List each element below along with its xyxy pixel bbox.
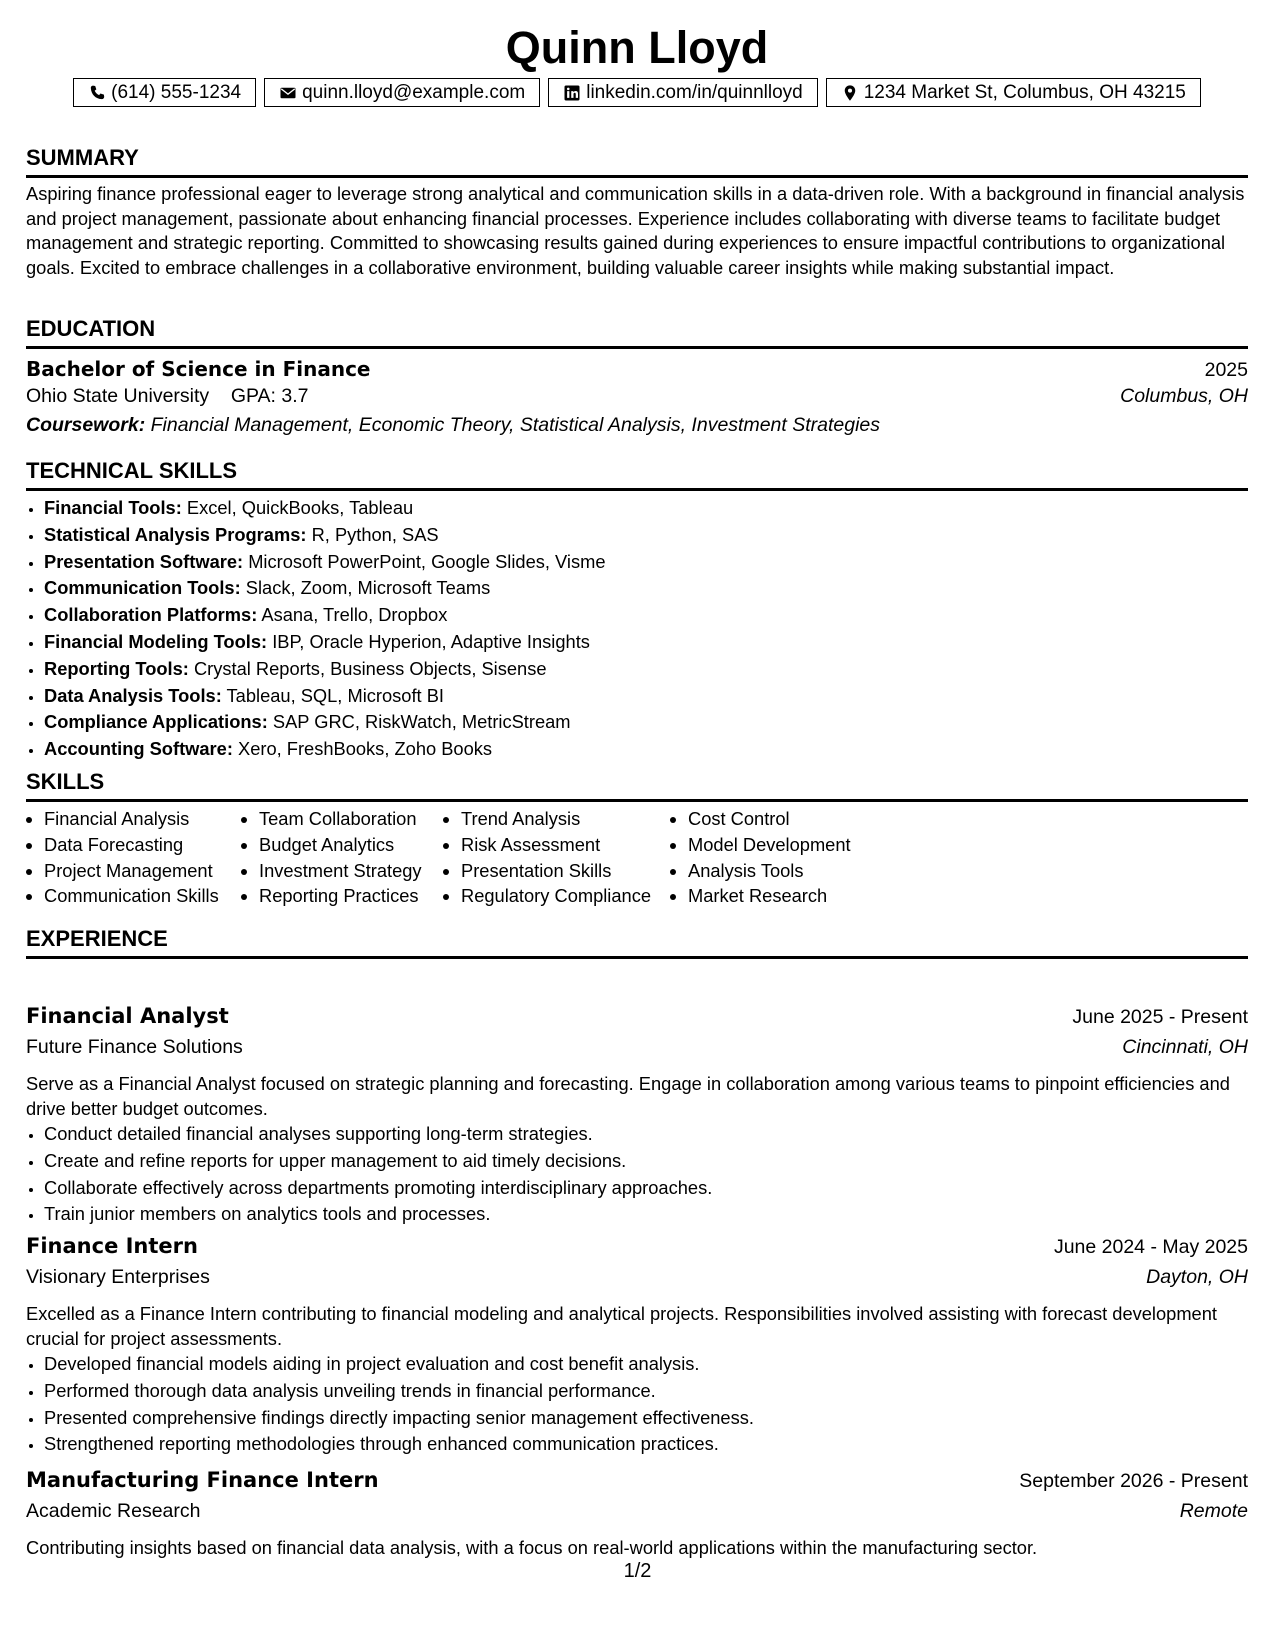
list-item [44,495,1248,522]
job-company-row [26,1500,1248,1530]
skill-values: R, Python, SAS [311,523,439,545]
list-item [44,683,1248,710]
skill-values: Tableau, SQL, Microsoft BI [226,684,444,706]
job-summary: Excelled as a Finance Intern contributing to financial modeling and analytical projects. Responsibilities involved assisting with forecast development crucial for project assessments. [26,1303,1217,1349]
school-info [26,385,309,408]
list-item [44,709,1248,736]
job-dates: September 2026 - Present [1019,1470,1248,1492]
skill-values: Slack, Zoom, Microsoft Teams [245,577,491,599]
technical-skills-section [26,458,1248,763]
section-title-skills: SKILLS [26,769,1248,802]
list-item [44,736,1248,763]
job-summary: Contributing insights based on financial data analysis, with a focus on real-world applications within the manufacturing sector. [26,1537,1038,1558]
job-company: Future Finance Solutions [26,1036,243,1058]
skill-category: Compliance Applications: [44,711,268,733]
envelope-icon [279,84,297,102]
list-item: • Presented comprehensive findings directly impacting senior management effectiveness. [44,1405,1248,1432]
job-summary: Serve as a Financial Analyst focused on strategic planning and forecasting. Engage in collaboration among various teams to pinpoint efficiencies and drive better budget outcomes. [26,1073,1230,1119]
list-item: • Communication Skills [44,883,241,909]
school-location: Columbus, OH [1120,385,1248,407]
skills-column-2 [241,806,443,909]
list-item: • Trend Analysis [461,806,670,832]
list-item: • Model Development [688,832,888,858]
skill-category: Financial Modeling Tools: [44,630,268,652]
list-item [44,575,1248,602]
job-header-row [26,1234,1248,1266]
address-contact[interactable] [826,78,1201,107]
resume-page [26,0,1248,1558]
summary-section [26,145,1248,280]
job-dates: June 2024 - May 2025 [1053,1236,1248,1258]
technical-skills-list [26,495,1248,763]
list-item: • Risk Assessment [461,832,670,858]
list-item: • Performed thorough data analysis unveiling trends in financial performance. [44,1378,1248,1405]
job-bullets [26,1351,1248,1458]
list-item: • Financial Analysis [44,806,241,832]
skills-grid [26,806,1248,909]
skill-values: Microsoft PowerPoint, Google Slides, Visme [248,550,606,572]
job-entry [26,1004,1248,1228]
job-location: Cincinnati, OH [1122,1036,1248,1058]
job-entry [26,1234,1248,1458]
education-section [26,316,1248,443]
job-company: Visionary Enterprises [26,1266,210,1288]
email-contact[interactable] [264,78,540,107]
list-item: • Budget Analytics [259,832,443,858]
address-text: 1234 Market St, Columbus, OH 43215 [863,81,1186,103]
skill-values: SAP GRC, RiskWatch, MetricStream [272,711,571,733]
list-item: • Create and refine reports for upper management to aid timely decisions. [44,1148,1248,1175]
skill-category: Communication Tools: [44,577,241,599]
map-pin-icon [841,84,859,102]
job-company-row [26,1266,1248,1296]
list-item [44,549,1248,576]
section-title-education: EDUCATION [26,316,1248,349]
job-company-row [26,1036,1248,1066]
list-item [44,629,1248,656]
skill-category: Financial Tools: [44,497,182,518]
job-company: Academic Research [26,1500,201,1522]
job-entry [26,1468,1248,1561]
coursework-label: Coursework: [26,414,146,436]
section-title-summary: SUMMARY [26,145,1248,178]
list-item: • Train junior members on analytics tools and processes. [44,1201,1248,1228]
skills-column-4 [670,806,888,909]
degree-name: Bachelor of Science in Finance [26,357,371,381]
list-item: • Presentation Skills [461,858,670,884]
list-item: • Collaborate effectively across departments promoting interdisciplinary approaches. [44,1175,1248,1202]
coursework-list: Financial Management, Economic Theory, Statistical Analysis, Investment Strategies [150,414,881,436]
skill-values: IBP, Oracle Hyperion, Adaptive Insights [272,630,590,652]
list-item: • Market Research [688,883,888,909]
phone-icon [88,84,106,102]
skills-column-1 [26,806,241,909]
skill-values: Asana, Trello, Dropbox [261,604,448,626]
skill-values: Crystal Reports, Business Objects, Sisense [193,657,547,679]
skills-section [26,769,1248,909]
list-item: • Analysis Tools [688,858,888,884]
job-bullets [26,1121,1248,1228]
section-title-experience: EXPERIENCE [26,926,1248,959]
phone-text: (614) 555-1234 [111,81,242,103]
skill-category: Collaboration Platforms: [44,604,258,626]
list-item: • Conduct detailed financial analyses supporting long-term strategies. [44,1121,1248,1148]
contact-bar [26,78,1248,107]
job-dates: June 2025 - Present [1072,1006,1248,1028]
school-row [26,385,1248,414]
linkedin-contact[interactable] [548,78,818,107]
skill-category: Statistical Analysis Programs: [44,523,307,545]
linkedin-text: linkedin.com/in/quinnlloyd [586,81,803,103]
job-title: Manufacturing Finance Intern [26,1468,379,1492]
section-title-technical-skills: TECHNICAL SKILLS [26,458,1248,491]
skill-category: Data Analysis Tools: [44,684,222,706]
school-name: Ohio State University [26,385,210,407]
candidate-name: Quinn Lloyd [505,22,769,73]
skills-column-3 [443,806,670,909]
phone-contact[interactable] [73,78,256,107]
list-item: • Project Management [44,858,241,884]
gpa: GPA: 3.7 [230,385,309,407]
job-title: Financial Analyst [26,1004,229,1028]
skill-category: Presentation Software: [44,550,244,572]
list-item: • Cost Control [688,806,888,832]
list-item: • Regulatory Compliance [461,883,670,909]
skill-category: Accounting Software: [44,738,233,760]
job-header-row [26,1468,1248,1500]
graduation-year: 2025 [1204,359,1248,381]
page-number: 1/2 [623,1560,652,1582]
list-item: • Data Forecasting [44,832,241,858]
summary-text: Aspiring finance professional eager to leverage strong analytical and communication skills in a data-driven role. With a background in financial analysis and project management, passionate about enhancing financial processes. Experience includes collaborating with diverse teams to facilitate budget management and strategic reporting. Committed to showcasing results gained during experiences to ensure impactful contributions to organizational goals. Excited to embrace challenges in a collaborative environment, building valuable career insights while making substantial impact. [26,183,1245,278]
list-item: • Strengthened reporting methodologies through enhanced communication practices. [44,1431,1248,1458]
job-header-row [26,1004,1248,1036]
skill-category: Reporting Tools: [44,657,189,679]
experience-section [26,926,1248,959]
list-item [44,602,1248,629]
linkedin-icon [563,84,581,102]
skill-values: Xero, FreshBooks, Zoho Books [238,738,493,760]
coursework-line [26,414,1248,443]
list-item [44,522,1248,549]
degree-row [26,357,1248,385]
list-item: • Developed financial models aiding in project evaluation and cost benefit analysis. [44,1351,1248,1378]
job-title: Finance Intern [26,1234,198,1258]
job-location: Dayton, OH [1146,1266,1248,1288]
list-item [44,656,1248,683]
job-location: Remote [1179,1500,1248,1522]
email-text: quinn.lloyd@example.com [302,81,526,103]
list-item: • Investment Strategy [259,858,443,884]
skill-values: Excel, QuickBooks, Tableau [186,497,414,518]
list-item: • Team Collaboration [259,806,443,832]
list-item: • Reporting Practices [259,883,443,909]
